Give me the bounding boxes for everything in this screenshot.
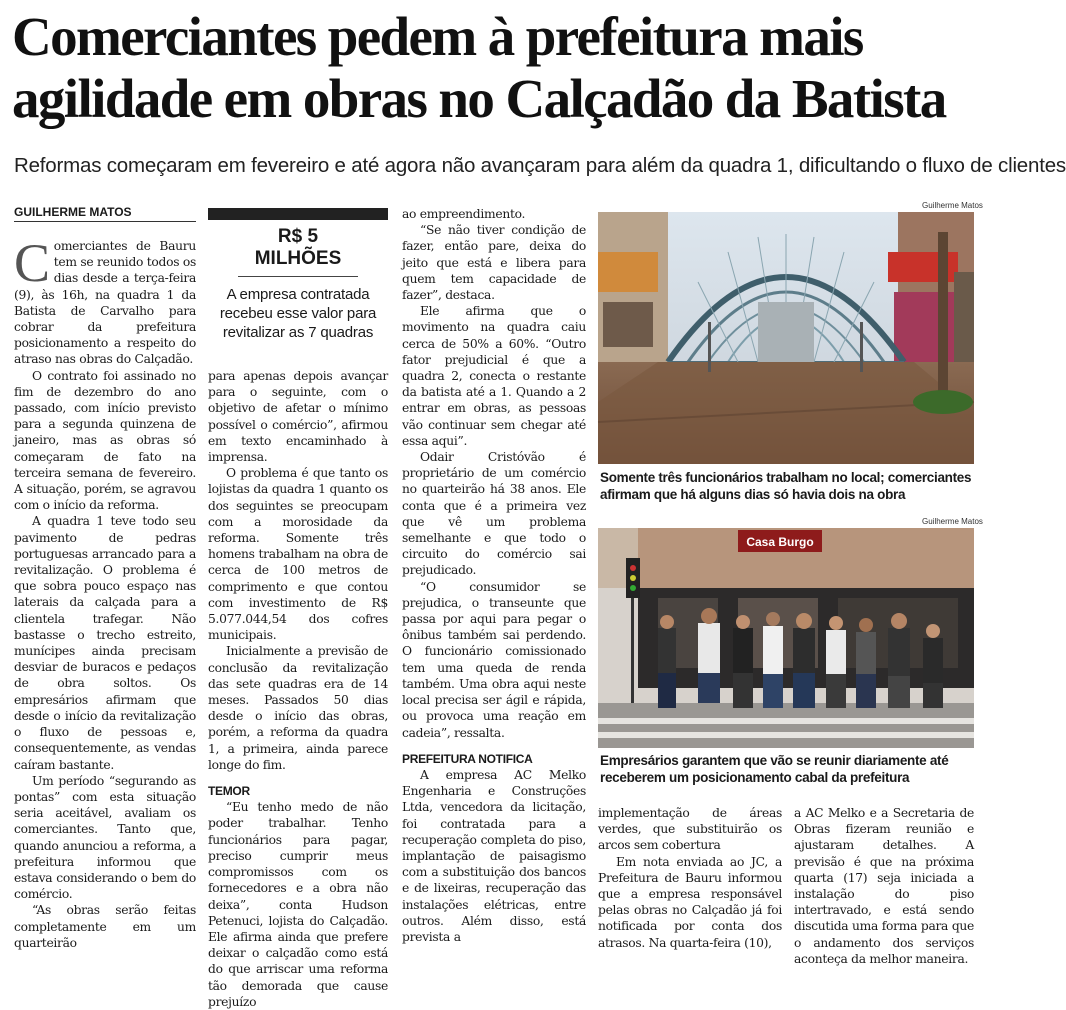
paragraph: Ele afirma que o movimento na quadra caiu cerca de 50% a 60%. “Outro fator prejudicial é que a quadra 2, conecta o restante da batista até a 1. Quando a 2 entrar em obras, as pessoas vão continuar sem chegar até essa aqui”. bbox=[402, 304, 586, 448]
photo-credit: Guilherme Matos bbox=[922, 517, 983, 526]
photo-caption-2: Empresários garantem que vão se reunir diariamente até receberem um posicionamento cabal da prefeitura bbox=[600, 753, 949, 785]
article-column-2 bbox=[208, 368, 388, 1009]
article-column-4 bbox=[598, 805, 782, 973]
byline: GUILHERME MATOS bbox=[14, 205, 196, 222]
fact-box-amount: R$ 5 MILHÕES bbox=[238, 226, 358, 277]
paragraph: “O consumidor se prejudica, o transeunte que passa por aqui para pegar o ônibus também sai perdendo. O funcionário comissionado tem uma queda de renda também. Uma obra aqui neste local precisa ser ágil e rápida, ou provoca uma reação em cadeia”, ressalta. bbox=[402, 579, 586, 740]
photo-construction-site bbox=[598, 212, 974, 464]
paragraph bbox=[14, 233, 196, 368]
drop-cap: C bbox=[14, 233, 50, 293]
paragraph: “As obras serão feitas completamente em um quarteirão bbox=[14, 903, 196, 950]
headline-line-2: agilidade em obras no Calçadão da Batista bbox=[12, 68, 946, 129]
headline-line-1: Comerciantes pedem à prefeitura mais bbox=[12, 6, 863, 67]
paragraph: para apenas depois avançar para o seguinte, com o objetivo de afetar o mínimo possível o comércio”, afirmou em texto encaminhado à imprensa. bbox=[208, 369, 388, 465]
paragraph: implementação de áreas verdes, que substituirão os arcos sem cobertura bbox=[598, 806, 782, 853]
article-column-3 bbox=[402, 206, 586, 973]
paragraph: Um período “segurando as pontas” com esta situação seria aceitável, avaliam os comerciantes. Tanto que, quando anunciou a reforma, a prefeitura informou que estava considerando o bem do comércio. bbox=[14, 773, 196, 902]
photo-credit: Guilherme Matos bbox=[922, 201, 983, 210]
photo-caption-1: Somente três funcionários trabalham no local; comerciantes afirmam que há alguns dias só havia dois na obra bbox=[600, 470, 972, 502]
construction-photo-illustration bbox=[598, 212, 974, 464]
subhead: Reformas começaram em fevereiro e até agora não avançaram para além da quadra 1, dificultando o fluxo de clientes bbox=[14, 154, 1066, 177]
photo-merchants-meeting bbox=[598, 528, 974, 748]
article-column-5 bbox=[794, 805, 974, 973]
article-column-1 bbox=[14, 233, 196, 973]
fact-box-description: A empresa contratada recebeu esse valor para revitalizar as 7 quadras bbox=[219, 286, 377, 341]
fact-box bbox=[208, 208, 388, 341]
paragraph: a AC Melko e a Secretaria de Obras fizeram reunião e ajustaram detalhes. A previsão é que na próxima quarta (17) seja iniciada a instalação do piso intertravado, e está sendo discutida uma forma para que o andamento dos serviços aconteça da melhor maneira. bbox=[794, 806, 974, 966]
paragraph: ao empreendimento. bbox=[402, 207, 526, 221]
headline bbox=[12, 6, 978, 130]
paragraph: “Se não tiver condição de fazer, então pare, deixa do jeito que está e libera para quem tem capacidade de fazer”, destaca. bbox=[402, 223, 586, 303]
paragraph: Inicialmente a previsão de conclusão da revitalização das sete quadras era de 14 meses. Passados 50 dias desde o início das obras, porém, a reforma da quadra 1, a primeira, ainda parece longe do fim. bbox=[208, 644, 388, 772]
paragraph: “Eu tenho medo de não poder trabalhar. Tenho funcionários para pagar, preciso cumprir meus compromissos com os fornecedores e a obra não deixa”, conta Hudson Petenuci, lojista do Calçadão. Ele afirma ainda que prefere deixar o calçadão como está do que arriscar uma reforma tão demorada que cause prejuízo bbox=[208, 800, 388, 1009]
paragraph: A quadra 1 teve todo seu pavimento de pedras portuguesas arrancado para a revitalização. O problema é que sobra pouco espaço nas laterais da calçada para a clientela trafegar. Não bastasse o trecho estreito, munícipes ainda precisam desviar de buracos e pedaços de obra soltos. Os empresários afirmam que desde o início da revitalização o fluxo de pessoas e, consequentemente, as vendas caíram bastante. bbox=[14, 514, 196, 772]
meeting-photo-illustration bbox=[598, 528, 974, 748]
store-sign-text: Casa Burgo bbox=[746, 535, 814, 549]
paragraph: O contrato foi assinado no fim de dezembro do ano passado, com início previsto para a segunda quinzena de janeiro, mas as obras só começaram de fato na terceira semana de fevereiro. A situação, porém, se agravou com o início da reforma. bbox=[14, 368, 196, 513]
paragraph: O problema é que tanto os lojistas da quadra 1 quanto os dos seguintes se preocupam com a morosidade da reforma. Somente três homens trabalham na obra de cerca de 100 metros de comprimento e que contou com investimento de R$ 5.077.044,54 dos cofres municipais. bbox=[208, 466, 388, 643]
section-title-temor: TEMOR bbox=[208, 784, 250, 799]
paragraph: A empresa AC Melko Engenharia e Construções Ltda, vencedora da licitação, foi contratada para a recuperação completa do piso, implantação de paisagismo com a substituição dos bancos e de lixeiras, recuperação das instalações elétricas, entre outros. Além disso, está prevista a bbox=[402, 767, 586, 944]
section-title-prefeitura: PREFEITURA NOTIFICA bbox=[402, 751, 533, 766]
paragraph: Odair Cristóvão é proprietário de um comércio no quarteirão há 38 anos. Ele conta que é a primeira vez que vê um problema semelhante e que todo o circuito do comércio sai prejudicado. bbox=[402, 450, 586, 578]
paragraph: Em nota enviada ao JC, a Prefeitura de Bauru informou que a empresa responsável pelas obras no Calçadão já foi notificada por conta dos atrasos. Na quarta-feira (10), bbox=[598, 854, 782, 950]
paragraph-text: omerciantes de Bauru tem se reunido todos os dias desde a terça-feira (9), às 16h, na quadra 1 da Batista de Carvalho para cobrar da prefeitura posicionamento a respeito do atraso nas obras do Calçadão. bbox=[14, 239, 196, 367]
